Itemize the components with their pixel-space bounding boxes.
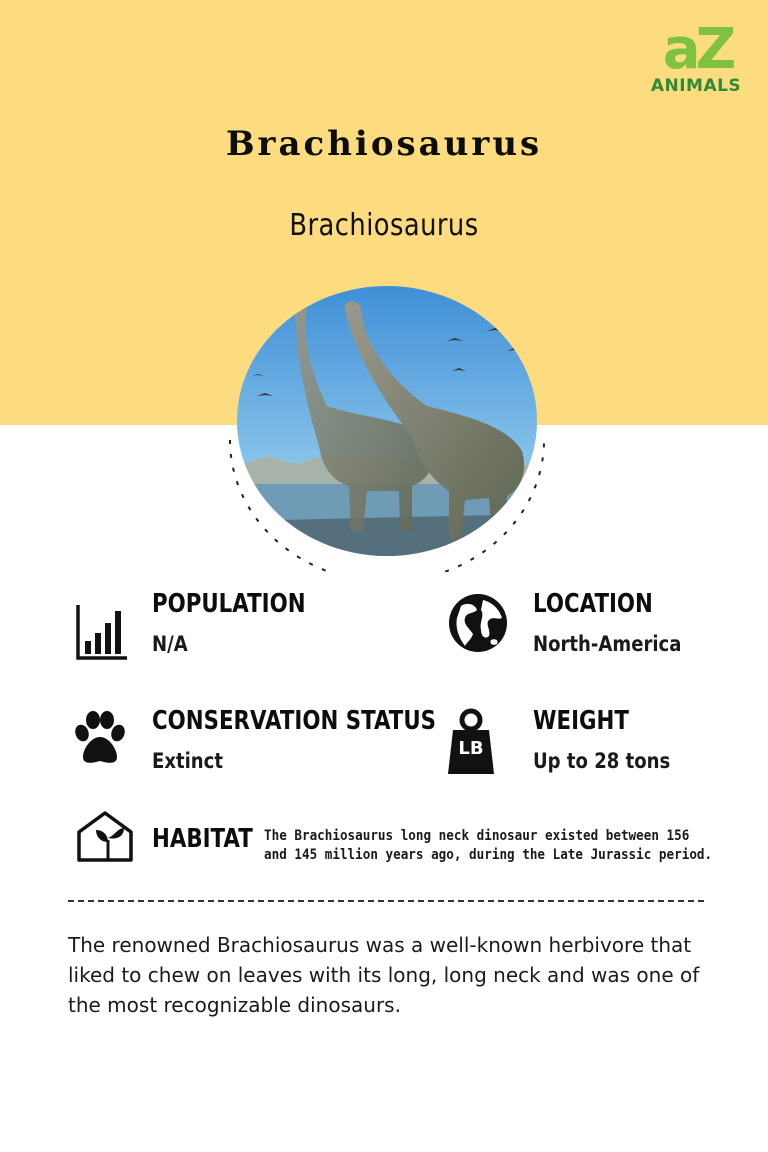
globe-icon xyxy=(447,592,509,654)
page-subtitle: Brachiosaurus xyxy=(289,208,479,243)
logo-letters: aZ xyxy=(662,17,732,82)
habitat-description: The Brachiosaurus long neck dinosaur existed between 156 and 145 million years ago, during the Late Jurassic period. xyxy=(264,828,713,863)
bar-chart-icon xyxy=(75,603,129,661)
conservation-status-value: Extinct xyxy=(152,749,224,773)
animal-description: The renowned Brachiosaurus was a well-known herbivore that liked to chew on leaves with its long, long neck and was one of the most recognizable dinosaurs. xyxy=(68,933,700,1017)
logo-word: ANIMALS xyxy=(650,76,742,96)
a-z-animals-logo[interactable] xyxy=(648,17,744,96)
conservation-status-label: CONSERVATION STATUS xyxy=(152,706,437,736)
paw-icon xyxy=(73,711,127,767)
page-title: Brachiosaurus xyxy=(225,124,543,164)
weight-icon xyxy=(447,708,495,776)
location-value: North-America xyxy=(533,632,682,656)
brachiosaurus-photo xyxy=(237,286,537,556)
population-label: POPULATION xyxy=(152,589,306,619)
weight-icon-label: LB xyxy=(458,738,484,759)
house-plant-icon xyxy=(76,810,134,862)
weight-label: WEIGHT xyxy=(533,706,629,736)
section-divider xyxy=(68,900,704,902)
weight-value: Up to 28 tons xyxy=(533,749,671,773)
location-label: LOCATION xyxy=(533,589,653,619)
population-value: N/A xyxy=(152,632,188,656)
habitat-label: HABITAT xyxy=(152,824,253,854)
